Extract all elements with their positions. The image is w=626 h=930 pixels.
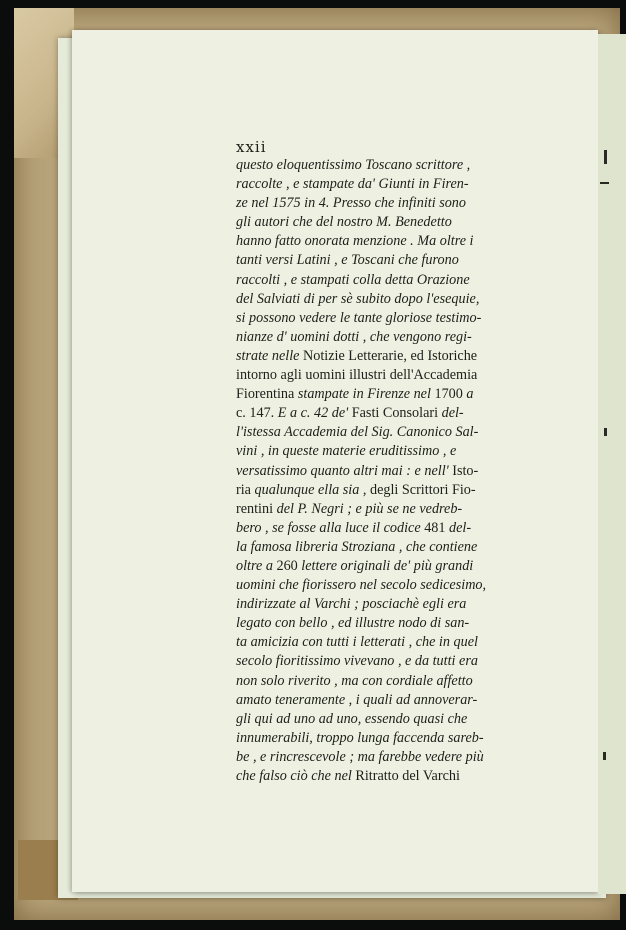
text-segment: legato con bello , ed illustre nodo di san- xyxy=(236,615,470,632)
text-line xyxy=(236,251,556,270)
text-line xyxy=(236,691,556,710)
text-segment: c. 147. xyxy=(236,405,278,422)
text-segment: 260 xyxy=(276,557,302,574)
text-line xyxy=(236,385,556,404)
text-segment: rentini xyxy=(236,500,277,517)
text-segment: indirizzate al Varchi ; posciachè egli era xyxy=(236,596,467,613)
text-line xyxy=(236,290,556,309)
text-segment: l'istessa Accademia del Sig. Canonico Sal- xyxy=(236,424,479,441)
text-line xyxy=(236,481,556,500)
text-line xyxy=(236,271,556,290)
text-segment: Ritratto del Varchi xyxy=(355,768,460,784)
text-segment: la famosa libreria Stroziana , che contiene xyxy=(236,538,478,555)
text-segment: vini , in queste materie eruditissimo , e xyxy=(236,443,457,460)
text-line xyxy=(236,309,556,328)
page-number: xxii xyxy=(236,138,267,156)
text-line xyxy=(236,232,556,251)
text-line xyxy=(236,614,556,633)
body-text xyxy=(236,156,556,786)
text-segment: Fiorentina xyxy=(236,386,298,403)
text-segment: a xyxy=(466,386,474,403)
ink-mark xyxy=(604,150,607,164)
text-segment: del- xyxy=(441,405,464,422)
text-line xyxy=(236,500,556,519)
text-line xyxy=(236,366,556,385)
text-line xyxy=(236,213,556,232)
text-segment: ria xyxy=(236,481,255,498)
text-line xyxy=(236,194,556,213)
text-segment: Fasti Consolari xyxy=(351,405,442,422)
text-line xyxy=(236,423,556,442)
text-segment: che falso ciò che nel xyxy=(236,768,356,784)
text-line xyxy=(236,175,556,194)
text-segment: strate nelle xyxy=(236,347,303,364)
text-segment: E a c. 42 de' xyxy=(277,405,352,422)
text-line xyxy=(236,576,556,595)
text-line xyxy=(236,729,556,748)
text-segment: del P. Negri ; e più se ne vedreb- xyxy=(276,500,463,517)
text-segment: si possono vedere le tante gloriose testimo- xyxy=(236,309,482,326)
text-segment: raccolte , e stampate da' Giunti in Firen- xyxy=(236,176,469,193)
text-segment: lettere originali de' più grandi xyxy=(301,557,474,574)
text-segment: intorno agli uomini illustri dell'Accademia xyxy=(236,367,478,384)
next-page-edge xyxy=(598,34,626,894)
ink-mark xyxy=(603,752,606,760)
text-line xyxy=(236,404,556,423)
text-line xyxy=(236,442,556,461)
text-segment: questo eloquentissimo Toscano scrittore , xyxy=(236,157,471,173)
text-segment: ta amicizia con tutti i letterati , che in quel xyxy=(236,634,478,651)
text-segment: ze nel 1575 in 4. Presso che infiniti sono xyxy=(236,195,466,212)
ink-mark xyxy=(600,182,609,184)
text-line xyxy=(236,652,556,671)
text-segment: del- xyxy=(449,519,472,536)
text-segment: stampate in Firenze nel xyxy=(297,386,435,403)
text-segment: qualunque ella sia , xyxy=(254,481,370,498)
text-segment: 1700 xyxy=(434,386,467,403)
text-segment: versatissimo quanto altri mai : e nell' xyxy=(236,462,453,479)
text-segment: amato teneramente , i quali ad annoverar- xyxy=(236,691,478,708)
text-segment: raccolti , e stampati colla detta Orazione xyxy=(236,271,470,288)
text-line xyxy=(236,328,556,347)
text-segment: uomini che fiorissero nel secolo sedicesimo, xyxy=(236,577,487,594)
text-line xyxy=(236,156,556,175)
text-segment: tanti versi Latini , e Toscani che furono xyxy=(236,252,459,269)
text-segment: secolo fioritissimo vivevano , e da tutti era xyxy=(236,653,478,670)
text-block xyxy=(236,138,556,786)
text-segment: nianze d' uomini dotti , che vengono regi- xyxy=(236,328,472,345)
text-segment: 481 xyxy=(424,519,450,536)
text-line xyxy=(236,519,556,538)
ink-mark xyxy=(604,428,607,436)
text-line xyxy=(236,633,556,652)
text-segment: Isto- xyxy=(452,462,479,479)
text-segment: be , e rincrescevole ; ma farebbe vedere più xyxy=(236,748,484,765)
text-segment: hanno fatto onorata menzione . Ma oltre i xyxy=(236,233,474,250)
text-segment: oltre a xyxy=(236,557,277,574)
text-segment: gli autori che del nostro M. Benedetto xyxy=(236,214,452,231)
text-line xyxy=(236,595,556,614)
text-segment: gli qui ad uno ad uno, essendo quasi che xyxy=(236,710,468,727)
text-segment: del Salviati di per sè subito dopo l'esequie, xyxy=(236,290,480,307)
text-segment: innumerabili, troppo lunga faccenda sareb- xyxy=(236,729,484,746)
text-segment: degli Scrittori Fio- xyxy=(369,481,476,498)
text-line xyxy=(236,462,556,481)
text-line xyxy=(236,538,556,557)
text-line xyxy=(236,557,556,576)
text-segment: bero , se fosse alla luce il codice xyxy=(236,519,425,536)
text-line xyxy=(236,347,556,366)
text-segment: non solo riverito , ma con cordiale affetto xyxy=(236,672,473,689)
text-line xyxy=(236,710,556,729)
text-line xyxy=(236,767,556,786)
text-line xyxy=(236,748,556,767)
text-line xyxy=(236,672,556,691)
text-segment: Notizie Letterarie, ed Istoriche xyxy=(302,347,478,364)
